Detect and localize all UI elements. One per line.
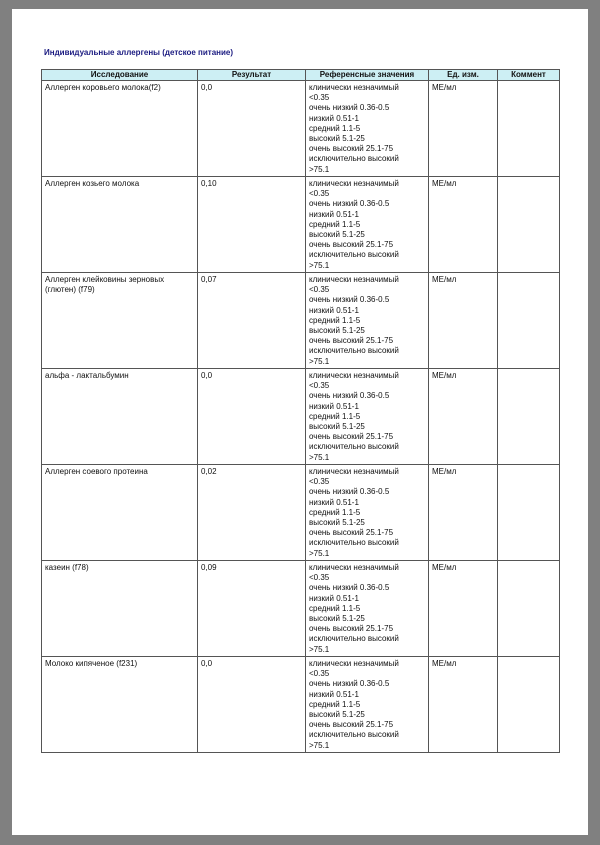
reference-line: очень высокий 25.1-75 xyxy=(309,624,394,634)
result-cell: 0,0 xyxy=(198,81,306,177)
reference-line: <0.35 xyxy=(309,93,330,103)
reference-line: очень высокий 25.1-75 xyxy=(309,528,394,538)
reference-line: низкий 0.51-1 xyxy=(309,593,359,603)
comment-cell xyxy=(498,177,560,273)
reference-line: клинически незначимый xyxy=(309,275,399,284)
reference-line: >75.1 xyxy=(309,740,330,750)
reference-line: очень высокий 25.1-75 xyxy=(309,432,394,442)
reference-line: низкий 0.51-1 xyxy=(309,113,359,123)
result-cell: 0,0 xyxy=(198,369,306,465)
reference-line: <0.35 xyxy=(309,189,330,199)
reference-line: низкий 0.51-1 xyxy=(309,689,359,699)
reference-line: высокий 5.1-25 xyxy=(309,518,365,528)
reference-line: низкий 0.51-1 xyxy=(309,209,359,219)
reference-line: клинически незначимый xyxy=(309,371,399,380)
reference-line: исключительно высокий xyxy=(309,538,399,548)
unit-cell: МЕ/мл xyxy=(429,657,498,753)
reference-line: клинически незначимый xyxy=(309,659,399,668)
study-cell: Молоко кипяченое (f231) xyxy=(42,657,198,753)
reference-line: клинически незначимый xyxy=(309,467,399,476)
reference-line: <0.35 xyxy=(309,381,330,391)
reference-line: очень высокий 25.1-75 xyxy=(309,240,394,250)
study-cell: Аллерген соевого протеина xyxy=(42,465,198,561)
unit-cell: МЕ/мл xyxy=(429,465,498,561)
reference-line: низкий 0.51-1 xyxy=(309,497,359,507)
reference-cell xyxy=(306,657,429,753)
reference-cell xyxy=(306,369,429,465)
reference-line: низкий 0.51-1 xyxy=(309,305,359,315)
reference-line: >75.1 xyxy=(309,644,330,654)
reference-line: средний 1.1-5 xyxy=(309,507,361,517)
unit-cell: МЕ/мл xyxy=(429,369,498,465)
report-title: Индивидуальные аллергены (детское питание) xyxy=(44,48,234,57)
reference-cell xyxy=(306,177,429,273)
unit-cell: МЕ/мл xyxy=(429,81,498,177)
reference-line: >75.1 xyxy=(309,452,330,462)
reference-line: высокий 5.1-25 xyxy=(309,710,365,720)
reference-line: средний 1.1-5 xyxy=(309,411,361,421)
table-row xyxy=(42,561,560,657)
table-row xyxy=(42,465,560,561)
study-cell: Аллерген коровьего молока(f2) xyxy=(42,81,198,177)
table-row xyxy=(42,657,560,753)
reference-line: >75.1 xyxy=(309,356,330,366)
reference-line: исключительно высокий xyxy=(309,442,399,452)
column-header-reference: Референсные значения xyxy=(306,70,429,81)
study-cell: Аллерген козьего молока xyxy=(42,177,198,273)
reference-line: средний 1.1-5 xyxy=(309,315,361,325)
reference-line: очень низкий 0.36-0.5 xyxy=(309,295,390,305)
reference-line: исключительно высокий xyxy=(309,730,399,740)
reference-cell xyxy=(306,561,429,657)
reference-line: очень низкий 0.36-0.5 xyxy=(309,583,390,593)
reference-line: клинически незначимый xyxy=(309,83,399,92)
reference-line: очень высокий 25.1-75 xyxy=(309,144,394,154)
reference-line: высокий 5.1-25 xyxy=(309,134,365,144)
study-cell: Аллерген клейковины зерновых (глютен) (f79) xyxy=(42,273,198,369)
comment-cell xyxy=(498,657,560,753)
reference-line: очень низкий 0.36-0.5 xyxy=(309,391,390,401)
reference-line: клинически незначимый xyxy=(309,179,399,188)
comment-cell xyxy=(498,273,560,369)
column-header-result: Результат xyxy=(198,70,306,81)
comment-cell xyxy=(498,465,560,561)
table-row xyxy=(42,273,560,369)
result-cell: 0,07 xyxy=(198,273,306,369)
reference-line: низкий 0.51-1 xyxy=(309,401,359,411)
reference-line: >75.1 xyxy=(309,164,330,174)
result-cell: 0,0 xyxy=(198,657,306,753)
unit-cell: МЕ/мл xyxy=(429,561,498,657)
reference-line: средний 1.1-5 xyxy=(309,699,361,709)
study-cell: альфа - лактальбумин xyxy=(42,369,198,465)
result-cell: 0,09 xyxy=(198,561,306,657)
allergen-table xyxy=(41,69,560,753)
document-page xyxy=(12,9,588,835)
result-cell: 0,02 xyxy=(198,465,306,561)
reference-line: >75.1 xyxy=(309,548,330,558)
reference-cell xyxy=(306,273,429,369)
reference-line: очень низкий 0.36-0.5 xyxy=(309,199,390,209)
reference-line: <0.35 xyxy=(309,573,330,583)
reference-line: исключительно высокий xyxy=(309,154,399,164)
column-header-unit: Ед. изм. xyxy=(429,70,498,81)
comment-cell xyxy=(498,369,560,465)
comment-cell xyxy=(498,561,560,657)
comment-cell xyxy=(498,81,560,177)
column-header-study: Исследование xyxy=(42,70,198,81)
reference-line: очень низкий 0.36-0.5 xyxy=(309,487,390,497)
reference-line: исключительно высокий xyxy=(309,250,399,260)
reference-line: высокий 5.1-25 xyxy=(309,326,365,336)
reference-line: высокий 5.1-25 xyxy=(309,614,365,624)
reference-line: высокий 5.1-25 xyxy=(309,422,365,432)
reference-line: средний 1.1-5 xyxy=(309,603,361,613)
reference-line: очень высокий 25.1-75 xyxy=(309,336,394,346)
table-row xyxy=(42,81,560,177)
unit-cell: МЕ/мл xyxy=(429,273,498,369)
reference-cell xyxy=(306,465,429,561)
reference-line: <0.35 xyxy=(309,669,330,679)
study-cell: казеин (f78) xyxy=(42,561,198,657)
table-row xyxy=(42,177,560,273)
reference-line: <0.35 xyxy=(309,285,330,295)
reference-line: >75.1 xyxy=(309,260,330,270)
reference-cell xyxy=(306,81,429,177)
reference-line: высокий 5.1-25 xyxy=(309,230,365,240)
unit-cell: МЕ/мл xyxy=(429,177,498,273)
reference-line: средний 1.1-5 xyxy=(309,219,361,229)
reference-line: средний 1.1-5 xyxy=(309,123,361,133)
column-header-comment: Коммент xyxy=(498,70,560,81)
reference-line: исключительно высокий xyxy=(309,346,399,356)
reference-line: <0.35 xyxy=(309,477,330,487)
reference-line: очень низкий 0.36-0.5 xyxy=(309,679,390,689)
result-cell: 0,10 xyxy=(198,177,306,273)
reference-line: очень высокий 25.1-75 xyxy=(309,720,394,730)
table-header-row xyxy=(42,70,560,81)
reference-line: исключительно высокий xyxy=(309,634,399,644)
reference-line: клинически незначимый xyxy=(309,563,399,572)
reference-line: очень низкий 0.36-0.5 xyxy=(309,103,390,113)
table-row xyxy=(42,369,560,465)
